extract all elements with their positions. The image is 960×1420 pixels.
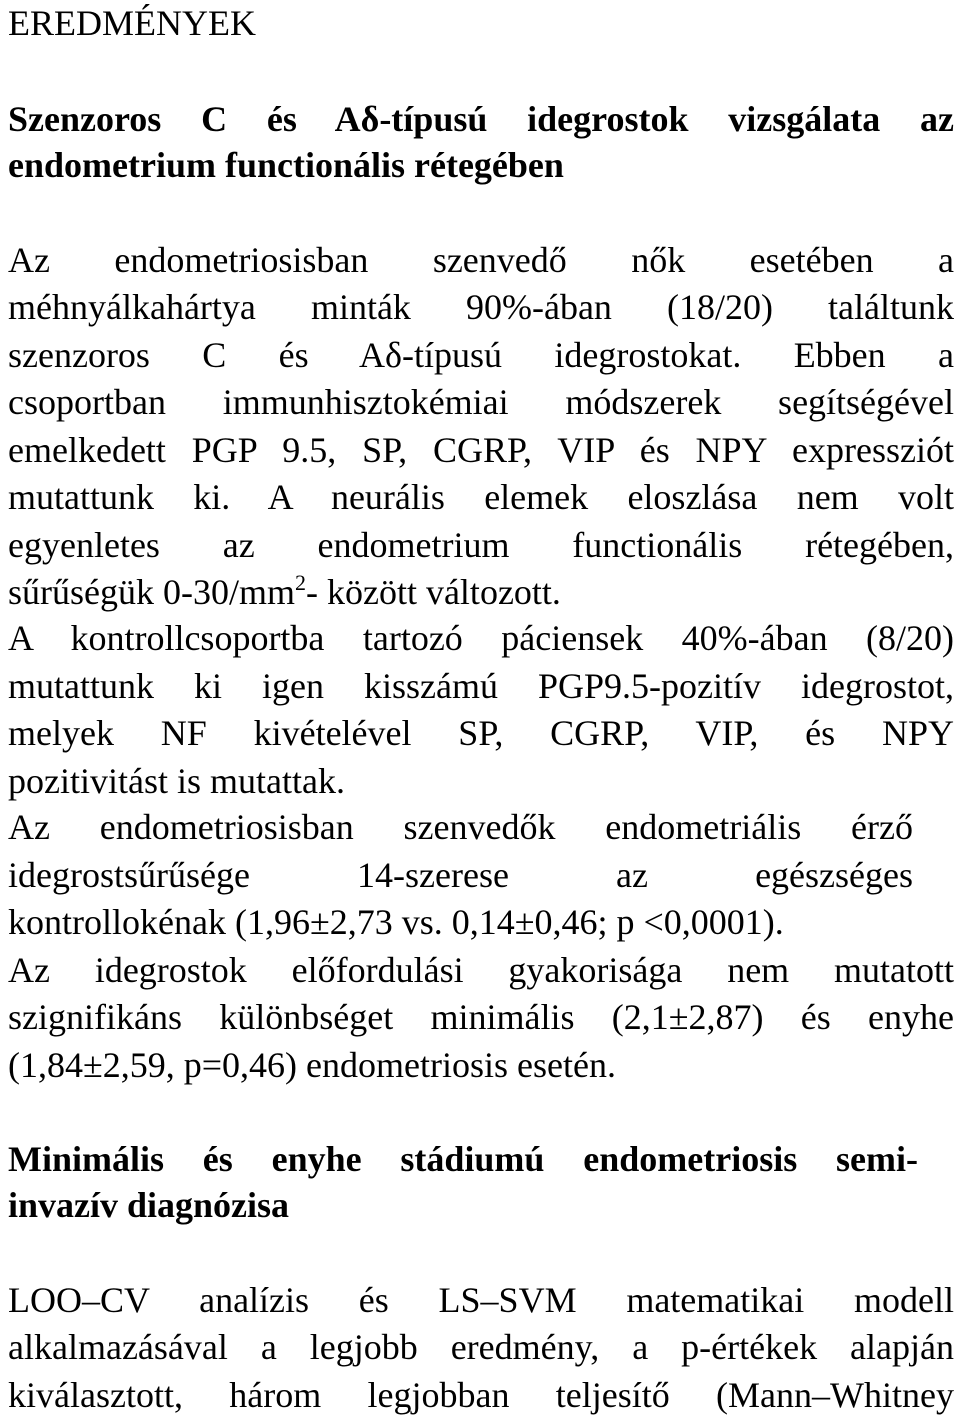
text-line: (1,84±2,59, p=0,46) endometriosis esetén. [8,1045,616,1085]
text-line: egyenletes az endometrium functionális rétegében, [8,525,954,565]
text-line: mutattunk ki igen kisszámú PGP9.5-pozitív idegrostot, [8,666,954,706]
text-line: emelkedett PGP 9.5, SP, CGRP, VIP és NPY expressziót [8,430,954,470]
section-title-line-2: invazív diagnózisa [8,1185,290,1225]
section-title-line-1: Minimális és enyhe stádiumú endometriosis semi- [8,1139,918,1179]
text-line: idegrostsűrűsége 14-szerese az egészséges [8,855,913,895]
text-line: Az endometriosisban szenvedő nők esetében a [8,240,954,280]
page-heading: EREDMÉNYEK [8,3,256,43]
text-line: LOO–CV analízis és LS–SVM matematikai modell [8,1280,954,1320]
density-text-end: - között változott. [305,572,561,612]
superscript: 2 [294,571,306,595]
text-line: kiválasztott, három legjobban teljesítő (Mann–Whitney [8,1375,954,1415]
text-line: Az endometriosisban szenvedők endometriális érző [8,807,913,847]
section-title-line-2: endometrium functionális rétegében [8,145,564,185]
text-line: szenzoros C és Aδ-típusú idegrostokat. Ebben a [8,335,954,375]
density-text: sűrűségük 0-30/mm [8,572,295,612]
text-line: A kontrollcsoportba tartozó páciensek 40%-ában (8/20) [8,618,954,658]
text-line: Az idegrostok előfordulási gyakorisága nem mutatott [8,950,954,990]
text-line-density [8,571,954,615]
text-line: szignifikáns különbséget minimális (2,1±2,87) és enyhe [8,997,954,1037]
text-line: melyek NF kivételével SP, CGRP, VIP, és NPY [8,713,954,753]
section-title-line-1: Szenzoros C és Aδ-típusú idegrostok vizsgálata az [8,99,954,139]
text-line: pozitivitást is mutattak. [8,761,345,801]
text-line: mutattunk ki. A neurális elemek eloszlása nem volt [8,477,954,517]
text-line: alkalmazásával a legjobb eredmény, a p-értékek alapján [8,1327,954,1367]
text-line: kontrollokénak (1,96±2,73 vs. 0,14±0,46; p <0,0001). [8,902,784,942]
text-line: méhnyálkahártya minták 90%-ában (18/20) találtunk [8,287,954,327]
text-line: csoportban immunhisztokémiai módszerek segítségével [8,382,954,422]
